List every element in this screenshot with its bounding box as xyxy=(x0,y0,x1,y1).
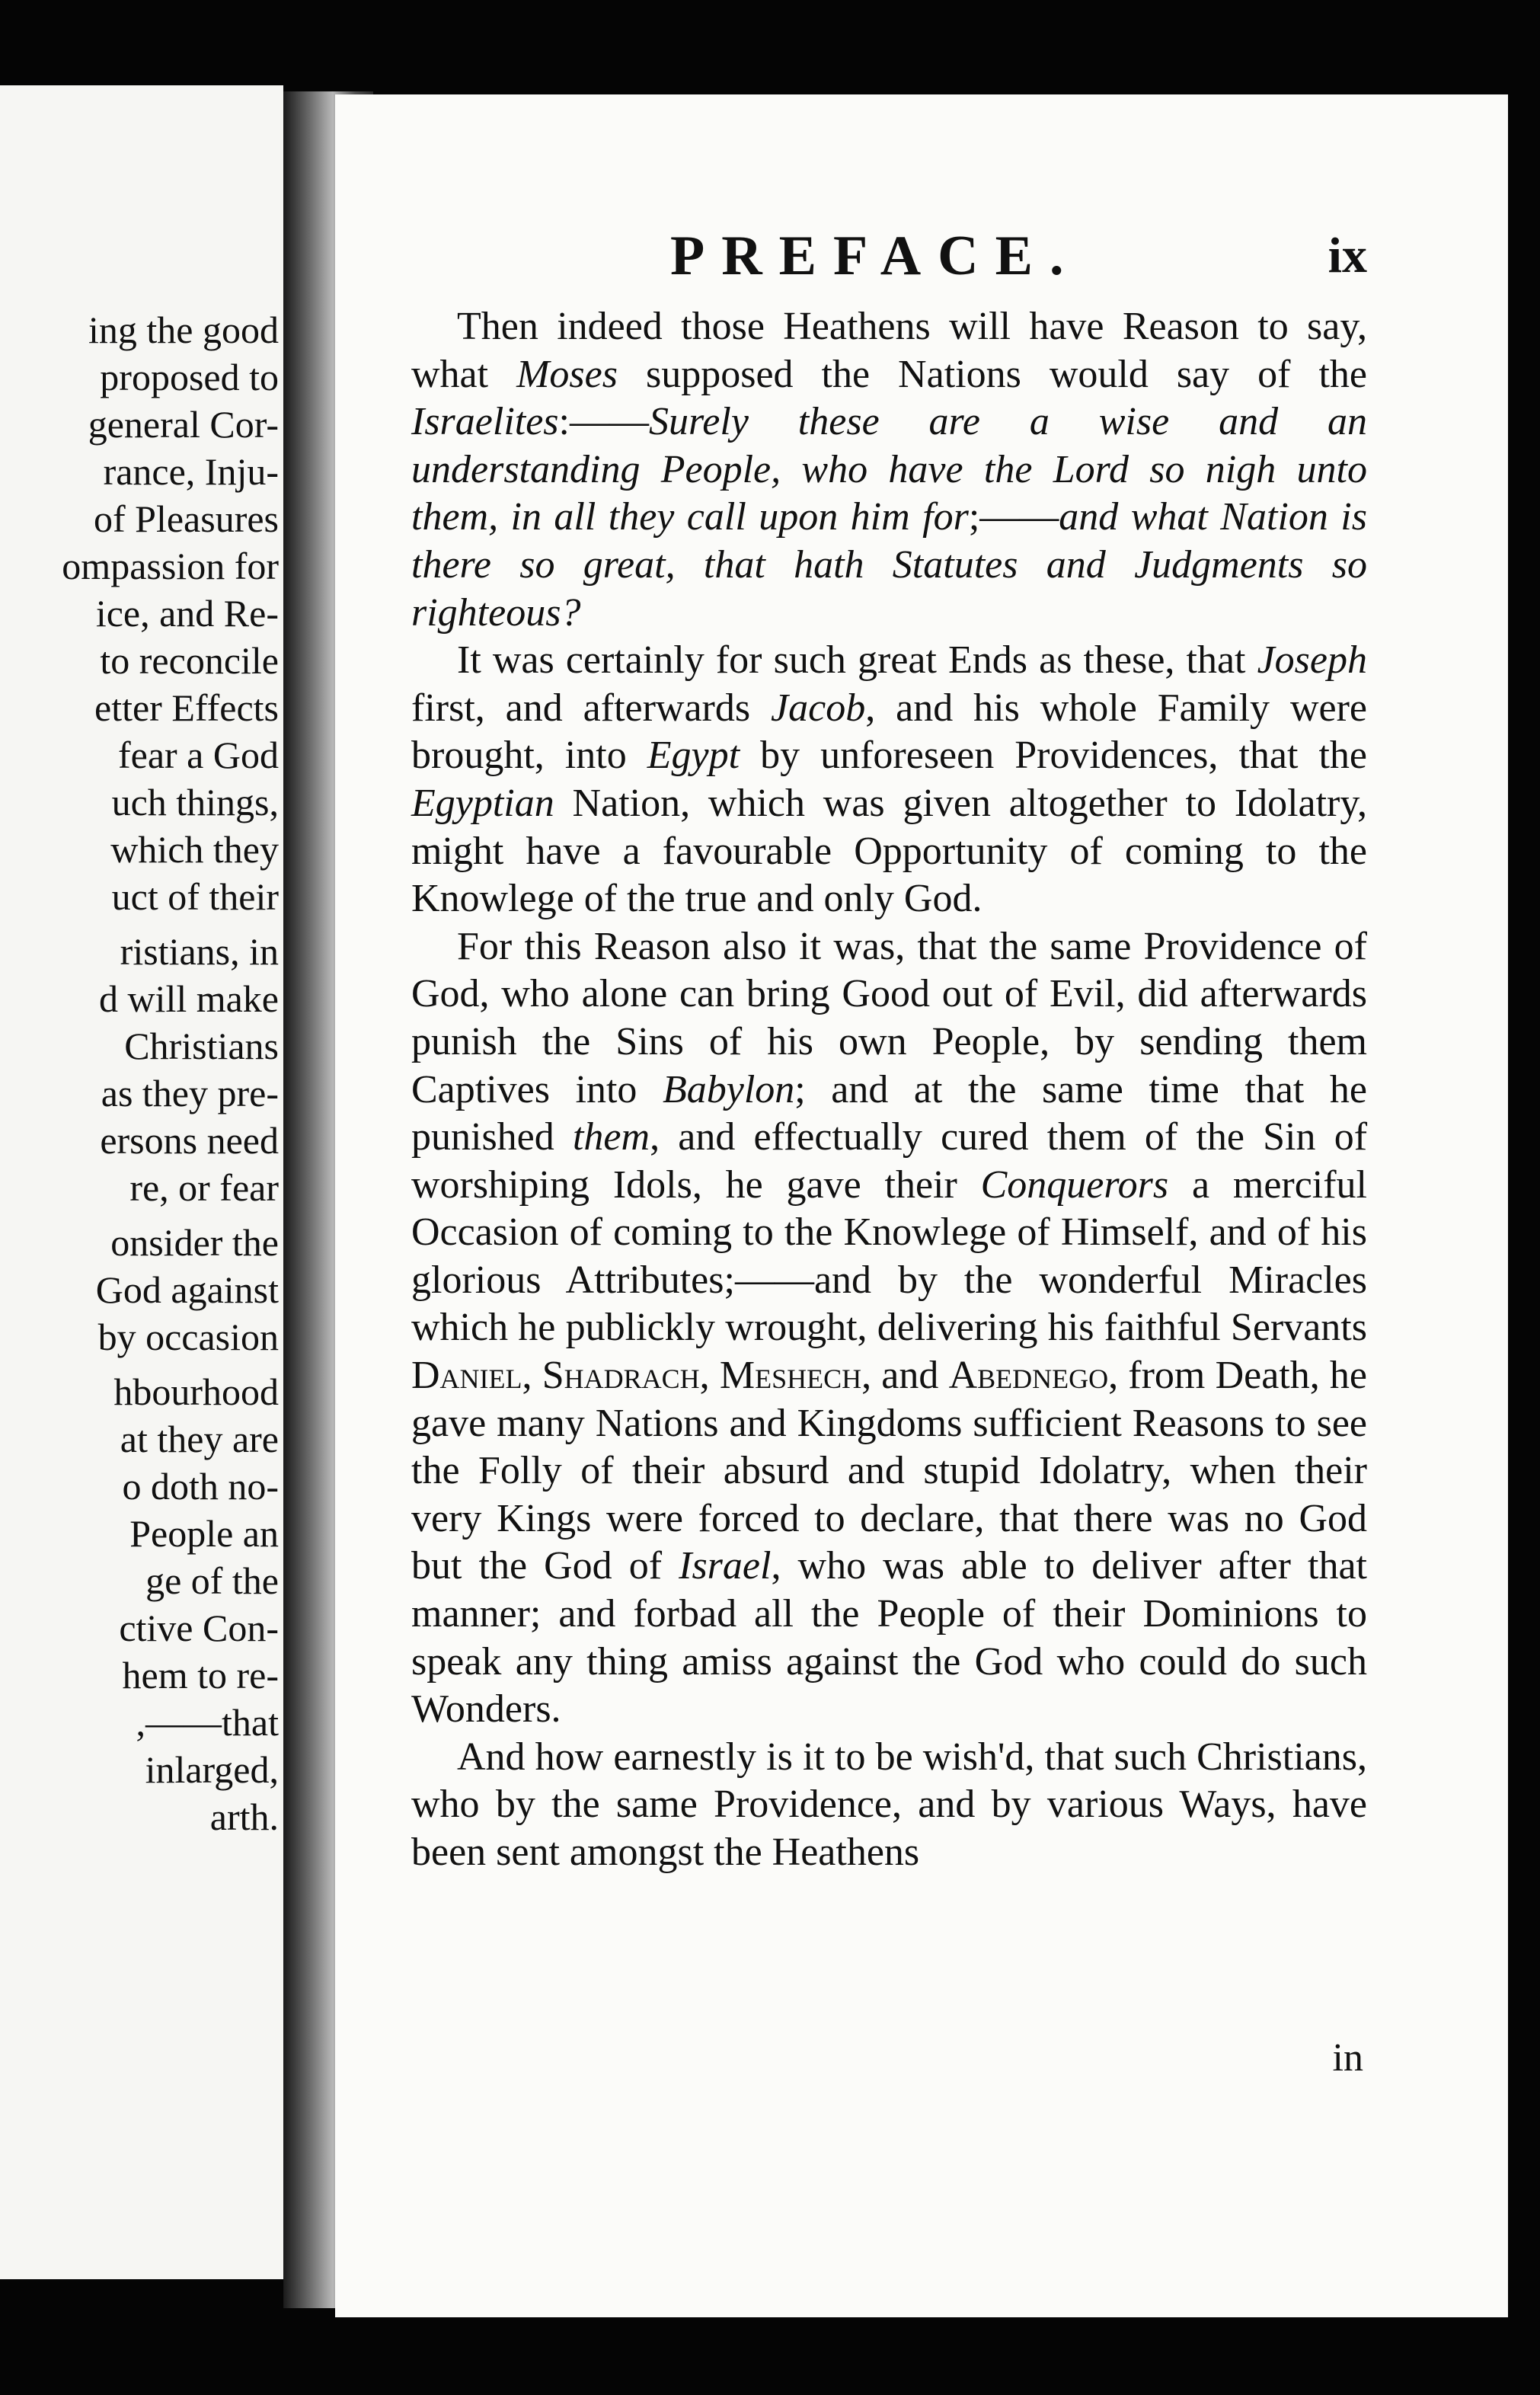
paragraph xyxy=(411,303,1367,637)
running-title: PREFACE. xyxy=(670,225,1081,287)
text-run: , who was able to deliver after that manner; and forbad all the People of their Dominions to speak any thing amiss against the God who could do such Wonders. xyxy=(411,1544,1368,1731)
small-caps-name: Abednego xyxy=(948,1354,1109,1398)
previous-page-text xyxy=(62,306,279,1840)
italic-text: Moses xyxy=(516,352,618,396)
text-run: , xyxy=(699,1354,720,1398)
previous-page-line: of Pleasures xyxy=(94,497,279,540)
previous-page-line: uch things, xyxy=(111,781,279,823)
previous-page-line xyxy=(62,1361,279,1368)
text-run: :—— xyxy=(558,400,649,444)
previous-page-line: ing the good xyxy=(88,309,279,351)
catchword: in xyxy=(1332,2036,1363,2080)
paragraph xyxy=(411,1734,1367,1877)
previous-page-line: ristians, in xyxy=(120,930,279,973)
body-text xyxy=(411,303,1367,1877)
previous-page-line: general Cor- xyxy=(88,403,279,446)
previous-page-line: uct of their xyxy=(111,875,279,918)
text-run: Then indeed those Heathens will have Reason to say, what xyxy=(411,305,1367,396)
small-caps-name: Shadrach xyxy=(542,1354,700,1398)
italic-text: and what Nation is there so great, that hath Statutes and Judgments so righteous? xyxy=(411,495,1367,635)
previous-page-line: arth. xyxy=(209,1795,279,1838)
previous-page-line: ersons need xyxy=(100,1119,279,1162)
italic-text: Surely these are a wise and an understanding People, who have the Lord so nigh unto them, in all they call upon him for xyxy=(411,400,1367,539)
previous-page-line xyxy=(62,1211,279,1219)
previous-page-line: ,——that xyxy=(136,1701,279,1744)
text-run: , and his whole Family were brought, into xyxy=(411,686,1367,778)
text-run: It was certainly for such great Ends as these, that xyxy=(457,638,1257,683)
previous-page-line: rance, Inju- xyxy=(103,450,279,493)
previous-page-line xyxy=(62,920,279,928)
page-number: ix xyxy=(1328,228,1367,283)
italic-text: Conquerors xyxy=(980,1162,1169,1207)
paragraph xyxy=(411,637,1367,923)
previous-page-fragment xyxy=(0,85,283,2279)
text-run: , and xyxy=(861,1354,949,1398)
text-run: first, and afterwards xyxy=(411,686,772,730)
paragraph xyxy=(411,923,1367,1734)
previous-page-line: d will make xyxy=(98,977,279,1020)
italic-text: Israel xyxy=(679,1544,772,1588)
text-run: ;—— xyxy=(968,495,1059,539)
previous-page-line: ice, and Re- xyxy=(95,592,279,635)
previous-page-line: as they pre- xyxy=(101,1072,279,1114)
italic-text: Jacob xyxy=(771,686,866,730)
italic-text: them xyxy=(572,1115,650,1159)
previous-page-line: hbourhood xyxy=(113,1370,279,1413)
text-run: supposed the Nations would say of the xyxy=(617,352,1367,396)
previous-page-line: ompassion for xyxy=(62,545,279,587)
previous-page-line: God against xyxy=(95,1268,279,1311)
small-caps-name: Daniel xyxy=(411,1354,522,1398)
preface-page xyxy=(335,94,1508,2317)
italic-text: Joseph xyxy=(1257,638,1367,683)
small-caps-name: Meshech xyxy=(719,1354,862,1398)
previous-page-line: at they are xyxy=(120,1418,279,1460)
text-run: , from Death, he gave many Nations and Kingdoms sufficient Reasons to see the Folly of their absurd and stupid Idolatry, when their very Kings were forced to declare, that there was no God but the God of xyxy=(411,1354,1367,1588)
previous-page-line: to reconcile xyxy=(100,639,279,682)
italic-text: Egypt xyxy=(647,734,740,778)
previous-page-line: which they xyxy=(110,828,279,871)
previous-page-line: onsider the xyxy=(110,1221,279,1264)
text-run: And how earnestly is it to be wish'd, that such Christians, who by the same Providence, and by various Ways, have been sent amongst the Heathens xyxy=(411,1735,1367,1874)
previous-page-line: hem to re- xyxy=(122,1654,279,1696)
text-run: , and effectually cured them of the Sin of worshiping Idols, he gave their xyxy=(411,1115,1368,1207)
previous-page-line: etter Effects xyxy=(94,686,279,729)
italic-text: Israelites xyxy=(411,400,559,444)
text-run: by unforeseen Providences, that the xyxy=(740,734,1367,778)
text-run: , xyxy=(522,1354,542,1398)
text-run: a merciful Occasion of coming to the Knowlege of Himself, and of his glorious Attributes;——and by the wonderful Miracles which he publickly wrought, delivering his faithful Servants xyxy=(411,1162,1368,1350)
previous-page-line: inlarged, xyxy=(145,1748,279,1791)
previous-page-line: fear a God xyxy=(118,734,279,776)
previous-page-line: Christians xyxy=(124,1025,279,1067)
previous-page-line: ge of the xyxy=(145,1559,279,1602)
previous-page-line: People an xyxy=(129,1512,279,1555)
previous-page-line: ctive Con- xyxy=(119,1607,279,1649)
text-run: ; and at the same time that he punished xyxy=(411,1067,1367,1159)
previous-page-line: re, or fear xyxy=(129,1166,279,1209)
previous-page-line: o doth no- xyxy=(122,1465,279,1508)
text-run: Nation, which was given altogether to Idolatry, might have a favourable Opportunity of coming to the Knowlege of the true and only God. xyxy=(411,781,1367,921)
page-header xyxy=(335,224,1508,285)
previous-page-line: by occasion xyxy=(97,1316,279,1358)
italic-text: Babylon xyxy=(662,1067,795,1111)
text-run: For this Reason also it was, that the same Providence of God, who alone can bring Good out of Evil, did afterwards punish the Sins of his own People, by sending them Captives into xyxy=(411,924,1367,1111)
previous-page-line: proposed to xyxy=(100,356,279,398)
italic-text: Egyptian xyxy=(411,781,554,825)
